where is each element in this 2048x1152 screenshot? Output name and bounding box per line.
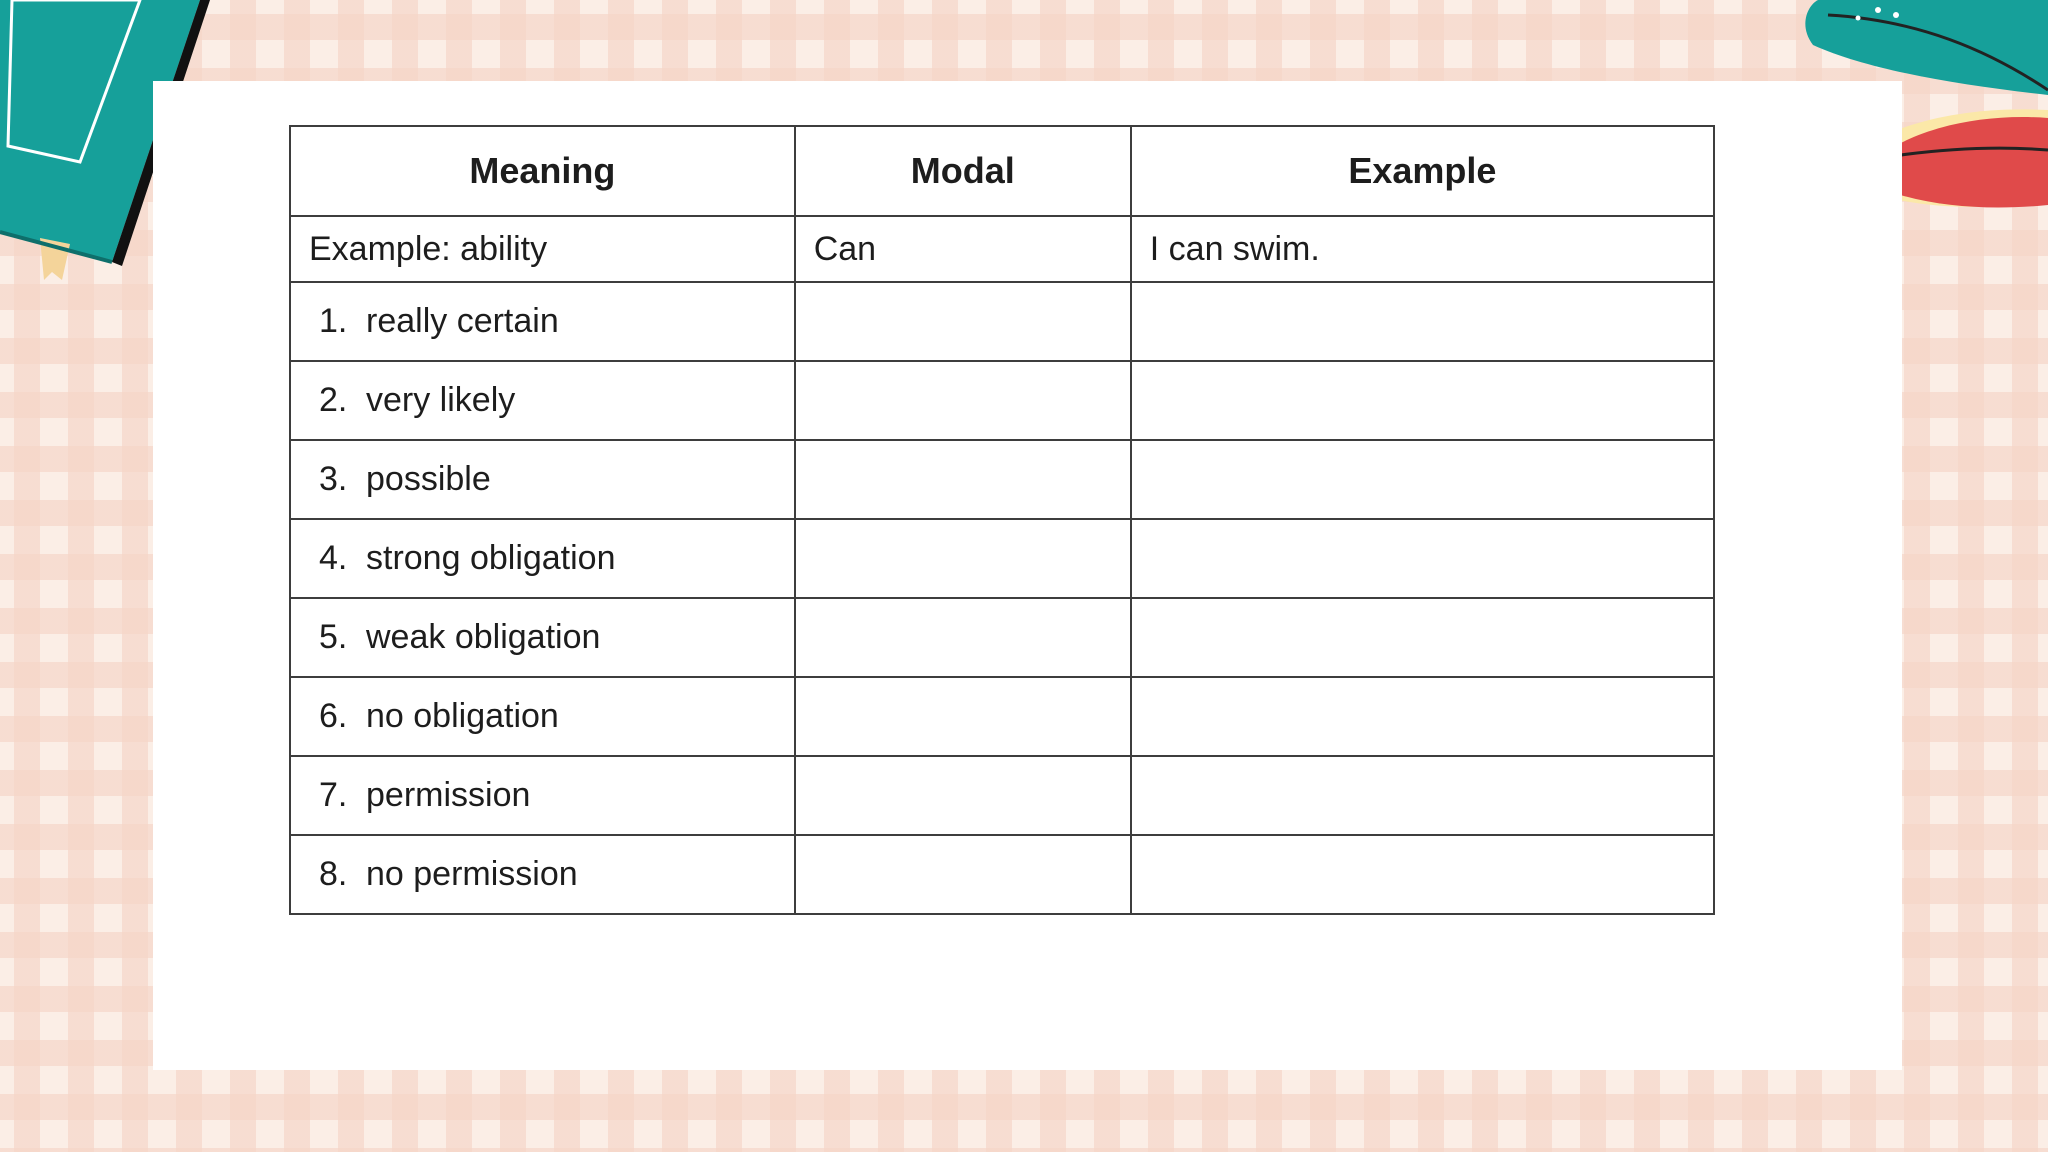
- table-row: [290, 835, 1714, 914]
- item-meaning: really certain: [366, 302, 559, 340]
- worksheet-card: [153, 81, 1902, 1070]
- meaning-cell: [290, 756, 795, 835]
- table-row: [290, 519, 1714, 598]
- item-number: 6.: [319, 697, 348, 735]
- item-number: 5.: [319, 618, 348, 656]
- modal-cell: [795, 835, 1131, 914]
- table-row: [290, 677, 1714, 756]
- item-number: 3.: [319, 460, 348, 498]
- meaning-cell: [290, 282, 795, 361]
- example-modal-cell: Can: [795, 216, 1131, 282]
- meaning-cell: [290, 440, 795, 519]
- modal-cell: [795, 756, 1131, 835]
- example-cell: [1131, 677, 1714, 756]
- example-cell: [1131, 598, 1714, 677]
- table-row: [290, 756, 1714, 835]
- example-cell: [1131, 835, 1714, 914]
- modal-cell: [795, 282, 1131, 361]
- meaning-cell: [290, 361, 795, 440]
- item-number: 4.: [319, 539, 348, 577]
- header-example: Example: [1131, 126, 1714, 216]
- meaning-cell: [290, 835, 795, 914]
- item-meaning: possible: [366, 460, 491, 498]
- item-number: 8.: [319, 855, 348, 893]
- modal-cell: [795, 440, 1131, 519]
- modal-table: [289, 125, 1715, 915]
- example-cell: [1131, 361, 1714, 440]
- item-number: 2.: [319, 381, 348, 419]
- example-cell: [1131, 282, 1714, 361]
- example-cell: [1131, 440, 1714, 519]
- example-sentence-cell: I can swim.: [1131, 216, 1714, 282]
- item-meaning: very likely: [366, 381, 516, 419]
- modal-cell: [795, 598, 1131, 677]
- modal-cell: [795, 361, 1131, 440]
- meaning-cell: [290, 598, 795, 677]
- meaning-cell: [290, 677, 795, 756]
- table-row: [290, 598, 1714, 677]
- modal-cell: [795, 519, 1131, 598]
- item-meaning: no permission: [366, 855, 578, 893]
- meaning-cell: [290, 519, 795, 598]
- header-modal: Modal: [795, 126, 1131, 216]
- table-row: [290, 440, 1714, 519]
- item-meaning: weak obligation: [366, 618, 601, 656]
- example-cell: [1131, 519, 1714, 598]
- item-number: 7.: [319, 776, 348, 814]
- table-row: [290, 282, 1714, 361]
- item-meaning: permission: [366, 776, 531, 814]
- item-number: 1.: [319, 302, 348, 340]
- table-header-row: [290, 126, 1714, 216]
- example-cell: [1131, 756, 1714, 835]
- example-meaning-cell: Example: ability: [290, 216, 795, 282]
- modal-cell: [795, 677, 1131, 756]
- item-meaning: strong obligation: [366, 539, 616, 577]
- example-row: [290, 216, 1714, 282]
- item-meaning: no obligation: [366, 697, 559, 735]
- table-row: [290, 361, 1714, 440]
- header-meaning: Meaning: [290, 126, 795, 216]
